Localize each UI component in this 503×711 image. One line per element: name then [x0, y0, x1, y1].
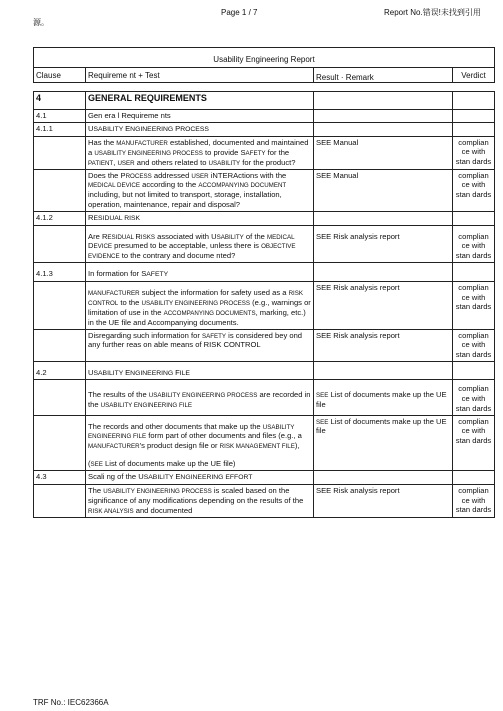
column-verdict: Verdict: [461, 71, 486, 80]
requirement-row: [34, 484, 495, 517]
requirement-row: [34, 169, 495, 211]
requirement-row: [34, 415, 495, 471]
subsection-title: In formation for SAFETY: [86, 263, 314, 282]
requirement-text: The USABILITY ENGINEERING PROCESS is scaled based on the significance of any modifications depending on the results of the RISK ANALYSIS and documented: [86, 484, 314, 517]
column-header-row: [34, 67, 494, 82]
requirement-text: Has the MANUFACTURER established, documented and maintained a USABILITY ENGINEERING PROCESS to provide SAFETY for the PATIENT, USER and others related to USABILITY for the product?: [86, 136, 314, 169]
requirement-row: [34, 329, 495, 361]
requirement-text: MANUFACTURER subject the information for safety used as a RISK CONTROL to the USABILITY ENGINEERING PROCESS (e.g., warnings or limitation of use in the ACCOMPANYING DOCUMENTS, marking, etc.) in the UE file and Accompanying documents.: [86, 282, 314, 330]
requirement-text: The results of the USABILITY ENGINEERING PROCESS are recorded in the USABILITY ENGINEERING FILE: [86, 380, 314, 415]
subsection-row: [34, 361, 495, 380]
verdict-text: complian ce with stan dards: [453, 380, 495, 415]
subsection-title: USABILITY ENGINEERING PROCESS: [86, 123, 314, 137]
subsection-row: [34, 211, 495, 225]
subsection-title: Scali ng of the USABILITY ENGINEERING EFFORT: [86, 471, 314, 485]
result-text: SEE Manual: [314, 169, 453, 211]
clause-number: 4.1.1: [34, 123, 86, 137]
result-text: SEE Risk analysis report: [314, 484, 453, 517]
verdict-text: complian ce with stan dards: [453, 282, 495, 330]
subsection-row: [34, 123, 495, 137]
result-text: SEE List of documents make up the UE file: [314, 380, 453, 415]
trf-number: TRF No.: IEC62366A: [33, 698, 109, 707]
subsection-row: [34, 110, 495, 123]
clause-number: 4: [34, 92, 86, 110]
page-number: Page 1 / 7: [221, 8, 258, 17]
result-text: SEE Risk analysis report: [314, 282, 453, 330]
subsection-title: RESIDUAL RISK: [86, 211, 314, 225]
column-requirement: Requireme nt + Test: [86, 68, 314, 82]
requirement-text: Disregarding such information for SAFETY is considered bey ond any further reas on able means of RISK CONTROL: [86, 329, 314, 361]
requirement-note: (SEE List of documents make up the UE file): [88, 459, 236, 469]
requirements-table: [33, 91, 495, 518]
requirement-row: [34, 225, 495, 263]
column-result: Result · Remark: [314, 68, 453, 82]
result-text: SEE List of documents make up the UE file: [314, 415, 453, 471]
result-text: SEE Risk analysis report: [314, 225, 453, 263]
requirement-text: The records and other documents that make up the USABILITY ENGINEERING FILE form part of other documents and files (e.g., a MANUFACTURER’s product design file or RISK MANAGEMENT FILE), (SEE List of documents make up the UE file): [86, 415, 314, 471]
clause-number: 4.1.3: [34, 263, 86, 282]
clause-number: 4.2: [34, 361, 86, 380]
requirement-row: [34, 380, 495, 415]
verdict-text: complian ce with stan dards: [453, 136, 495, 169]
clause-number: 4.1: [34, 110, 86, 123]
section-title: GENERAL REQUIREMENTS: [86, 92, 314, 110]
verdict-text: complian ce with stan dards: [453, 329, 495, 361]
column-clause: Clause: [34, 68, 86, 82]
result-text: SEE Risk analysis report: [314, 329, 453, 361]
report-title: Usability Engineering Report: [213, 55, 315, 64]
subsection-title: USABILITY ENGINEERING FILE: [86, 361, 314, 380]
result-text: SEE Manual: [314, 136, 453, 169]
verdict-text: complian ce with stan dards: [453, 169, 495, 211]
requirement-row: [34, 136, 495, 169]
subsection-row: [34, 263, 495, 282]
clause-number: 4.3: [34, 471, 86, 485]
requirement-text: Does the PROCESS addressed USER iNTERActions with the MEDICAL DEVICE according to the ACCOMPANYING DOCUMENT including, but not limited to transport, storage, installation, operation, maintenance, repair and disposal?: [86, 169, 314, 211]
requirement-row: [34, 282, 495, 330]
verdict-text: complian ce with stan dards: [453, 415, 495, 471]
requirement-text: Are RESIDUAL RISKS associated with USABILITY of the MEDICAL DEVICE presumed to be acceptable, unless there is OBJECTIVE EVIDENCE to the contrary and docume nted?: [86, 225, 314, 263]
subsection-title: Gen era l Requireme nts: [86, 110, 314, 123]
report-number: Report No.错误!未找到引用: [384, 8, 481, 17]
report-number-continued: 源。: [33, 18, 49, 27]
subsection-row: [34, 471, 495, 485]
clause-number: 4.1.2: [34, 211, 86, 225]
report-form-header: [33, 47, 495, 83]
verdict-text: complian ce with stan dards: [453, 484, 495, 517]
section-row: [34, 92, 495, 110]
verdict-text: complian ce with stan dards: [453, 225, 495, 263]
